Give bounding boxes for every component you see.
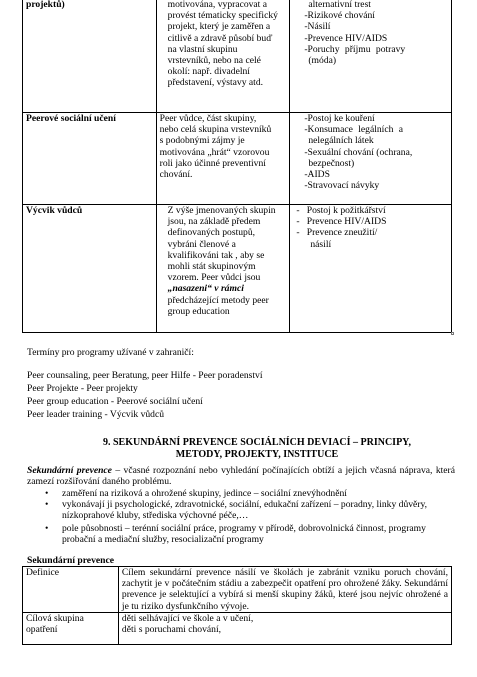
description-line: vzorem. Peer vůdci jsou — [167, 272, 261, 284]
list-item — [44, 499, 452, 521]
table-label-cell — [23, 612, 119, 644]
list-item — [44, 488, 452, 499]
term-line: Peer Projekte - Peer projekty — [27, 383, 138, 394]
topic-item: -Stravovací návyky — [304, 180, 380, 192]
bullet-icon: • — [45, 499, 49, 511]
topic-item: bezpečnost) — [308, 157, 355, 169]
description-line: nebo celá skupina vrstevníků — [159, 124, 272, 136]
row-text: Cílem sekundární prevence násilí ve školách je zabránit vzniku poruch chování, zachytit je v počátečním stádiu a zabezpečit opatření pro ohrožené žáky. Sekundární prevence je selektující a vybírá si menší skupiny žáků, které jsou nejvíc ohrožené a je tu riziko dysfunkčního vývoje. — [121, 567, 448, 612]
row-label: Cílová skupina opatření — [26, 612, 84, 636]
program-name-cell — [23, 205, 157, 333]
section-heading — [52, 437, 462, 460]
topic-item: -Rizikové chování — [304, 10, 375, 22]
dash-bullet: - — [296, 205, 307, 216]
topic-item: nelegálních látek — [308, 135, 374, 147]
description-line: citlivě a zdravě působí buď — [167, 32, 273, 44]
topic-item: -Poruchy příjmu potravy — [304, 43, 406, 55]
row-label: Definice — [26, 567, 60, 578]
description-line: definovaných postupů, — [167, 227, 256, 239]
description-line: vybráni členové a — [167, 238, 236, 250]
list-item-text: zaměření na riziková a ohrožené skupiny, jedince – sociální znevýhodnění — [62, 488, 347, 499]
program-name: Výcvik vůdců — [26, 205, 83, 216]
term-line: Peer group education - Peerové sociální učení — [27, 396, 203, 407]
program-topics-cell — [290, 113, 452, 205]
topic-text: Postoj k požitkářství — [306, 205, 386, 216]
list-item-text: vykonávají ji psychologické, zdravotnické, sociální, edukační zařízení – poradny, linky důvěry, nízkoprahové kluby, střediska výchovné péče,… — [62, 499, 428, 522]
description-line: projekt, který je zaměřen a — [167, 21, 271, 33]
dash-bullet: - — [296, 216, 307, 228]
program-name: Peerové sociální učení — [26, 113, 116, 124]
secondary-prevention-table — [22, 566, 452, 645]
definition-term: Sekundární prevence — [27, 465, 112, 476]
section-heading-line: METODY, PROJEKTY, INSTITUCE — [175, 448, 339, 460]
description-line: chování. — [159, 169, 193, 181]
list-item — [44, 523, 452, 545]
topic-item: -AIDS — [304, 169, 330, 181]
term-line: Peer leader training - Výcvik vůdců — [27, 409, 165, 420]
table-label-cell — [23, 567, 119, 613]
description-line: s podobnými zájmy je — [159, 135, 245, 147]
description-line: vrstevníků, nebo na celé — [167, 55, 261, 67]
definition-paragraph — [27, 465, 455, 487]
bullet-icon: • — [45, 488, 49, 499]
program-topics-cell — [290, 0, 452, 113]
topic-item — [296, 216, 448, 227]
program-description-cell — [156, 113, 290, 205]
topic-item — [296, 205, 448, 216]
dash-bullet: - — [296, 227, 307, 239]
topic-text: Prevence zneužití/ — [306, 227, 378, 239]
bullet-icon: • — [45, 522, 49, 534]
description-line: Peer vůdce, část skupiny, — [159, 113, 257, 124]
list-item-text: pole působnosti – terénní sociální práce, programy v přírodě, dobrovolnická činnost, programy probační a mediační služby, resocializační programy — [62, 522, 426, 545]
description-line: roli jako účinné preventivní — [159, 157, 266, 169]
description-line: kvalifikováni tak , aby se — [167, 249, 265, 261]
program-description-cell — [156, 205, 290, 333]
description-line: okolí: např. divadelní — [167, 66, 250, 78]
table-resize-handle — [451, 332, 454, 335]
subheading: Sekundární prevence — [27, 555, 114, 566]
program-name: projektů) — [26, 0, 65, 10]
topic-item: -Násilí — [304, 21, 331, 33]
program-topics-cell — [290, 205, 452, 333]
topic-item: alternativní trest — [308, 0, 371, 10]
description-line: motivována „hrát“ vzorovou — [159, 146, 270, 158]
description-line: provést tématicky specifický — [167, 10, 278, 22]
topic-text: Prevence HIV/AIDS — [306, 216, 387, 228]
program-name-cell — [23, 113, 157, 205]
term-line: Peer counsaling, peer Beratung, peer Hilfe - Peer poradenství — [27, 370, 263, 381]
topic-item: -Prevence HIV/AIDS — [304, 32, 388, 44]
program-name-cell — [23, 0, 157, 113]
description-line: jsou, na základě předem — [167, 216, 261, 228]
description-line: na vlastní skupinu — [167, 43, 238, 55]
bullet-list — [44, 488, 452, 545]
description-line: „nasazeni“ v rámci — [167, 283, 244, 295]
definition-text: – včasné rozpoznání nebo vyhledání počínajících obtíží a jejich včasná náprava, která zamezí rozšiřování daného problému. — [27, 465, 455, 488]
description-line: představení, výstavy atd. — [167, 77, 264, 89]
description-line: motivována, vypracovat a — [167, 0, 268, 10]
table-row — [23, 567, 452, 613]
description-line: Z výše jmenovaných skupin — [167, 205, 276, 216]
terms-intro: Termíny pro programy užívané v zahraničí: — [27, 347, 194, 358]
topic-item: -Konsumace legálních a — [304, 124, 404, 136]
section-heading-line: 9. SEKUNDÁRNÍ PREVENCE SOCIÁLNÍCH DEVIACÍ – PRINCIPY, — [102, 437, 411, 448]
table-value-cell — [118, 567, 451, 613]
program-description-cell — [156, 0, 290, 113]
row-text-line: děti selhávající ve škole a v učení, — [121, 612, 254, 624]
table-value-cell — [118, 612, 451, 644]
table-row — [23, 0, 452, 113]
topic-item — [296, 227, 448, 238]
topic-item: -Postoj ke kouření — [304, 113, 375, 124]
table-row — [23, 612, 452, 644]
topic-item: násilí — [310, 238, 332, 250]
description-line: předcházející metody peer — [167, 294, 269, 306]
table-row — [23, 205, 452, 333]
topic-item: -Sexuální chování (ochrana, — [304, 146, 413, 158]
row-text-line: děti s poruchami chování, — [121, 624, 222, 636]
topic-item: (móda) — [308, 55, 337, 67]
table-row — [23, 113, 452, 205]
description-line: group education — [167, 305, 230, 317]
peer-programs-table — [22, 0, 452, 333]
description-line: mohli stát skupinovým — [167, 261, 256, 273]
